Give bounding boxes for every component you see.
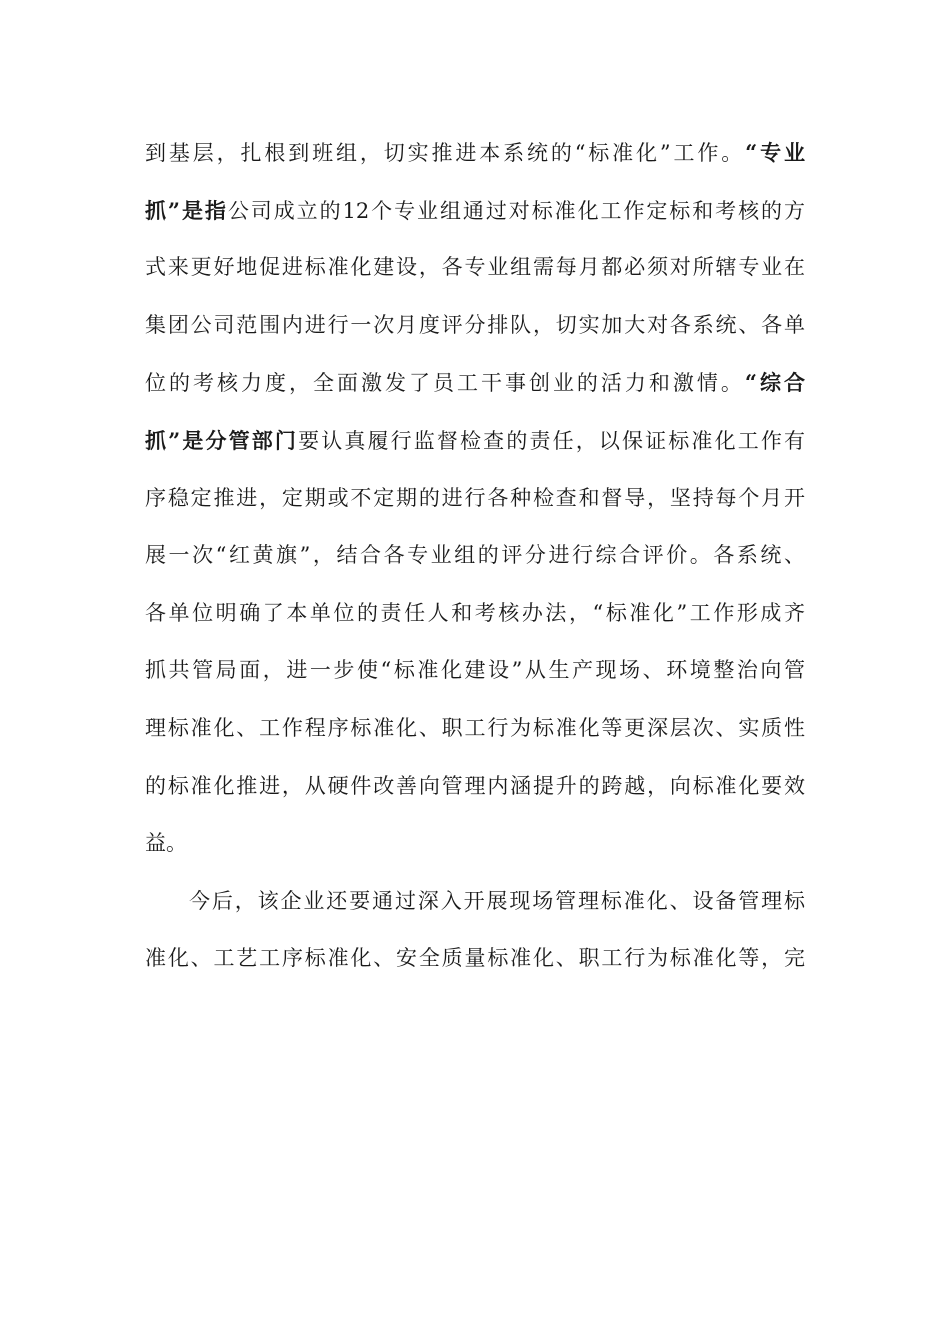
text-line: 准化、工艺工序标准化、安全质量标准化、职工行为标准化等，完 <box>145 946 805 971</box>
text-run: 要认真履行监督检查的责任，以保证标准化工作有 <box>298 428 805 453</box>
text-run: 公司成立的12个专业组通过对标准化工作定标和考核的方 <box>227 198 805 223</box>
text-line: 式来更好地促进标准化建设，各专业组需每月都必须对所辖专业在 <box>145 255 805 280</box>
text-line: 理标准化、工作程序标准化、职工行为标准化等更深层次、实质性 <box>145 715 805 740</box>
document-page <box>145 124 805 988</box>
text-line: 各单位明确了本单位的责任人和考核办法，“标准化”工作形成齐 <box>145 600 805 625</box>
text-run: 位的考核力度，全面激发了员工干事创业的活力和激情。 <box>145 371 745 396</box>
text-run: 到基层，扎根到班组，切实推进本系统的“标准化”工作。 <box>145 141 746 165</box>
bold-text-run: 抓”是指 <box>145 197 228 223</box>
text-line: 展一次“红黄旗”，结合各专业组的评分进行综合评价。各系统、 <box>145 543 805 568</box>
text-line: 序稳定推进，定期或不定期的进行各种检查和督导，坚持每个月开 <box>145 485 805 510</box>
bold-text-run: “专业 <box>745 140 805 165</box>
text-line: 益。 <box>145 831 187 856</box>
paragraph-2 <box>145 873 805 988</box>
text-line: 的标准化推进，从硬件改善向管理内涵提升的跨越，向标准化要效 <box>145 773 805 798</box>
text-line <box>145 354 805 412</box>
text-line: 抓共管局面，进一步使“标准化建设”从生产现场、环境整治向管 <box>145 658 805 683</box>
text-line: 今后，该企业还要通过深入开展现场管理标准化、设备管理标 <box>189 888 805 913</box>
bold-text-run: 抓”是分管部门 <box>145 427 299 453</box>
text-line <box>145 124 805 182</box>
paragraph-1 <box>145 124 805 873</box>
bold-text-run: “综合 <box>744 370 805 396</box>
text-line <box>145 412 805 470</box>
text-line: 集团公司范围内进行一次月度评分排队，切实加大对各系统、各单 <box>145 312 805 337</box>
text-line <box>145 182 805 240</box>
